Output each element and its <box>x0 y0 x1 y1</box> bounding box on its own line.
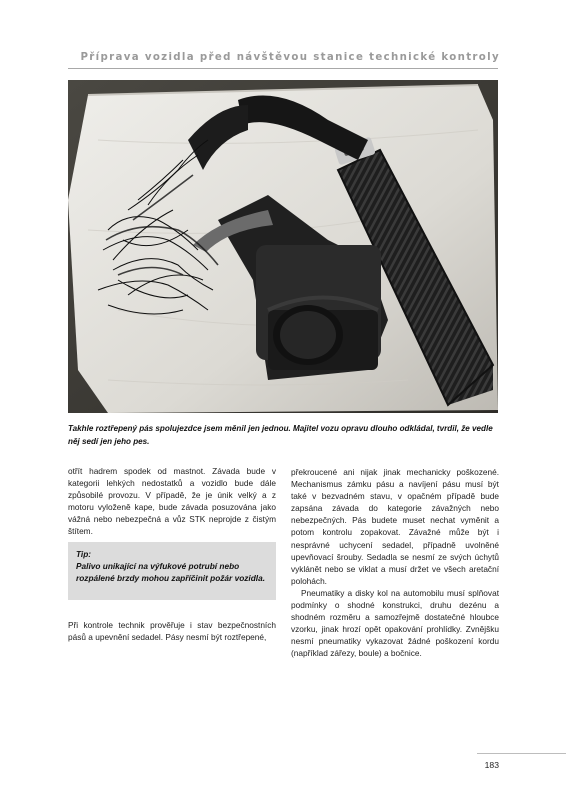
paragraph-seatbelts-continued: překroucené ani nijak jinak mechanicky poškozené. Mechanismus zámku pásu a navíjení pásu musí být také v bezvadném stavu, v opačném případě bude zapsána závada do kategorie závažných nebo nebezpečných. Pás budete muset nechat vyměnit a potom kontrolu zopakovat. Závažné může být i nesprávné uchycení sedadel, případně uvolněné upevňovací šrouby. Sedadla se nesmí ze svých úchytů vyklánět nebo se viklat a musí držet ve všech aretační polohách. <box>291 467 499 586</box>
paragraph-seatbelts-start: Při kontrole technik prověřuje i stav bezpečnostních pásů a upevnění sedadel. Pásy nesmí být roztřepené, <box>68 620 276 643</box>
right-column <box>291 466 499 660</box>
paragraph-tyres: Pneumatiky a disky kol na automobilu musí splňovat podmínky o shodné konstrukci, druhu dezénu a shodném rozměru a samozřejmě dostatečné hloubce vzorku, jinak hrozí opět opakování prohlídky. Zvnějšku nesmí pneumatiky vykazovat žádné poškození kordu (například zářezy, boule) a bočnice. <box>291 587 499 659</box>
left-column-outro <box>68 619 276 643</box>
page-number: 183 <box>484 760 499 770</box>
left-column-intro <box>68 465 276 538</box>
footer-rule <box>477 753 566 754</box>
photo-caption: Takhle roztřepený pás spolujezdce jsem měnil jen jednou. Majitel vozu opravu dlouho odkládal, tvrdil, že vedle něj sedí jen jeho pes. <box>68 424 493 446</box>
seatbelt-photo <box>68 80 498 413</box>
header-rule <box>68 68 498 69</box>
tip-box <box>68 542 276 600</box>
paragraph-leak-severity: otřít hadrem spodek od mastnot. Závada bude v kategorii lehkých nedostatků a vozidlo bude dále způsobilé provozu. V případě, že je únik velký a z motoru vyloženě kape, bude závada posuzována jako vážná nebo nebezpečná a vůz STK neprojde z čistým štítem. <box>68 466 276 537</box>
running-header: Příprava vozidla před návštěvou stanice technické kontroly <box>80 52 500 63</box>
tip-text: Palivo unikající na výfukové potrubí nebo rozpálené brzdy mohou zapříčinit požár vozidla. <box>76 561 266 583</box>
tip-label: Tip: <box>76 549 92 559</box>
